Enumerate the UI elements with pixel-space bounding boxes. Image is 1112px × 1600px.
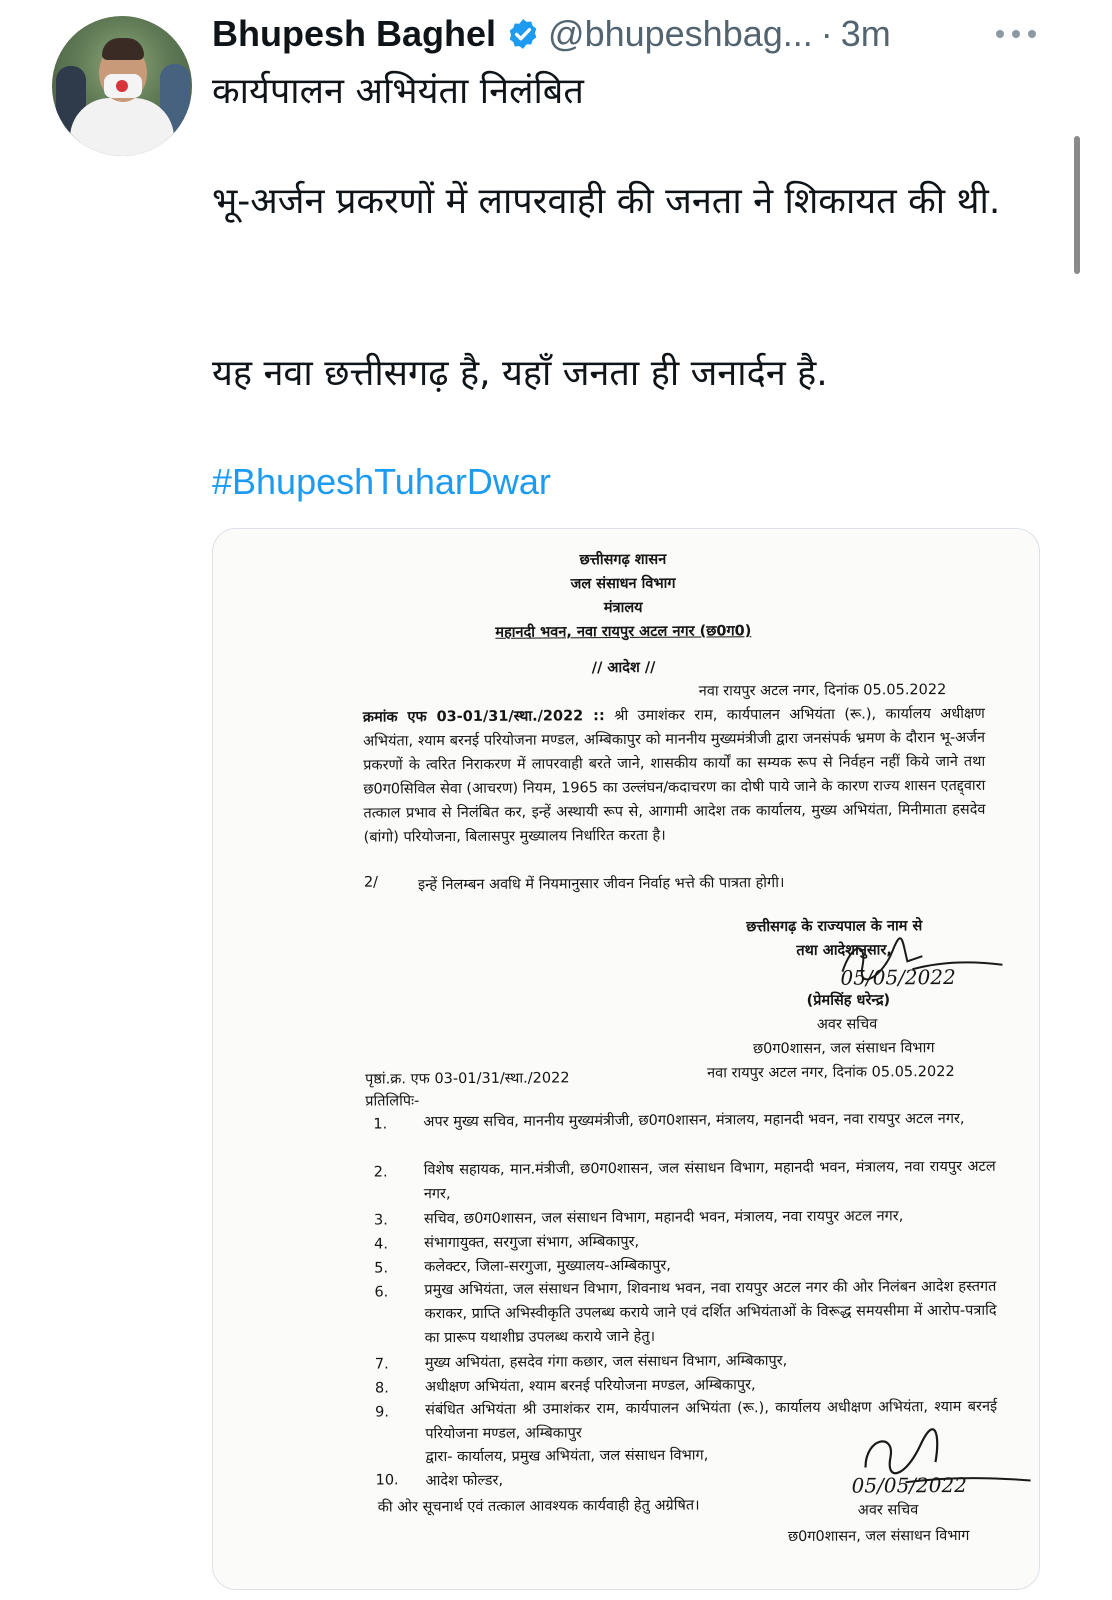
doc-copy-num: 5.	[374, 1260, 389, 1277]
tweet-timestamp[interactable]: 3m	[840, 13, 891, 54]
doc-copy-text: अधीक्षण अभियंता, श्याम बरनई परियोजना मण्डल, अम्बिकापुर,	[424, 1377, 756, 1396]
author-handle[interactable]: @bhupeshbag...	[548, 13, 813, 54]
doc-copy-text: संबंधित अभियंता श्री उमाशंकर राम, कार्यपालन अभियंता (रू.), कार्यालय अधीक्षण अभियंता, श्याम बरनई परियोजना मण्डल, अम्बिकापुर	[425, 1398, 998, 1443]
hashtag-link[interactable]: #BhupeshTuharDwar	[212, 461, 551, 502]
avatar-hair	[102, 38, 144, 60]
doc-closing-line: की ओर सूचनार्थ एवं तत्काल आवश्यक कार्यवाही हेतु अग्रेषित।	[377, 1497, 700, 1516]
doc-sign2-designation: अवर सचिव	[857, 1502, 919, 1519]
doc-para2-text: इन्हें निलम्बन अवधि में नियमानुसार जीवन निर्वाह भत्ते की पात्रता होगी।	[417, 875, 785, 894]
doc-para2-number: 2/	[363, 874, 379, 891]
doc-department: छ0ग0शासन, जल संसाधन विभाग	[752, 1040, 935, 1058]
author-name[interactable]: Bhupesh Baghel	[212, 13, 497, 54]
doc-header-govt: छत्तीसगढ़ शासन	[579, 551, 667, 569]
doc-copy-text: प्रमुख अभियंता, जल संसाधन विभाग, शिवनाथ भवन, नवा रायपुर अटल नगर की ओर निलंबन आदेश हस्तगत कराकर, प्राप्ति अभिस्वीकृति उपलब्ध कराये जाने एवं दर्शित अभियंताओं के विरूद्ध समयसीमा में आरोप-पत्रादि का प्रारूप यथाशीघ्र उपलब्ध कराये जाने हेतु।	[424, 1278, 997, 1347]
doc-header-dept: जल संसाधन विभाग	[570, 575, 676, 593]
doc-copy-text: द्वारा- कार्यालय, प्रमुख अभियंता, जल संसाधन विभाग,	[425, 1447, 709, 1466]
tweet-para3: यह नवा छत्तीसगढ़ है, यहाँ जनता ही जनार्दन है.	[212, 353, 828, 394]
doc-copy-num: 8.	[374, 1380, 389, 1397]
attached-document-image[interactable]	[212, 528, 1040, 1590]
doc-copy-text: मुख्य अभियंता, हसदेव गंगा कछार, जल संसाधन विभाग, अम्बिकापुर,	[424, 1353, 788, 1372]
doc-copy-label: प्रतिलिपिः-	[365, 1093, 420, 1110]
more-options-icon[interactable]	[996, 20, 1036, 48]
doc-body-text: श्री उमाशंकर राम, कार्यपालन अभियंता (रू.), कार्यालय अधीक्षण अभियंता, श्याम बरनई परियोजना मण्डल, अम्बिकापुर को माननीय मुख्यमंत्रीजी द्वारा जनसंपर्क भ्रमण के दौरान भू-अर्जन प्रकरणों के त्वरित निराकरण में लापरवाही बरते जाने, शासकीय कार्यों का सम्यक रूप से निर्वहन नहीं किये जाने तथा छ0ग0सिविल सेवा (आचरण) नियम, 1965 का उल्लंघन/कदाचरण का दोषी पाये जाने के कारण राज्य शासन एतद्द्वारा तत्काल प्रभाव से निलंबित कर, इन्हें अस्थायी रूप से, आगामी आदेश तक कार्यालय, मुख्य अभियंता, मिनीमाता हसदेव (बांगो) परियोजना, बिलासपुर मुख्यालय निर्धारित करता है।	[363, 705, 986, 846]
doc-place-date: नवा रायपुर अटल नगर, दिनांक 05.05.2022	[698, 682, 947, 700]
doc-copy-text: आदेश फोल्डर,	[425, 1472, 504, 1490]
doc-header-ministry: मंत्रालय	[603, 599, 643, 617]
separator-dot: ·	[820, 13, 833, 54]
doc-copy-text: अपर मुख्य सचिव, माननीय मुख्यमंत्रीजी, छ0ग0शासन, मंत्रालय, महानदी भवन, नवा रायपुर अटल नगर,	[423, 1110, 965, 1131]
doc-designation: अवर सचिव	[816, 1016, 878, 1033]
avatar-body	[70, 98, 174, 156]
doc-copy-num: 1.	[373, 1116, 388, 1133]
doc-order-title: // आदेश //	[591, 659, 656, 677]
author-avatar[interactable]	[52, 16, 192, 156]
doc-copy-num: 2.	[373, 1164, 388, 1181]
doc-body-para1	[363, 702, 986, 850]
doc-header-address: महानदी भवन, नवा रायपुर अटल नगर (छ0ग0)	[495, 623, 752, 641]
doc-sign2-date: 05/05/2022	[851, 1472, 967, 1498]
doc-sign2-department: छ0ग0शासन, जल संसाधन विभाग	[787, 1527, 970, 1546]
doc-copy-num: 3.	[373, 1212, 388, 1229]
verified-badge-icon	[506, 17, 540, 51]
doc-endorse-date: नवा रायपुर अटल नगर, दिनांक 05.05.2022	[707, 1063, 955, 1082]
doc-sign-line2: तथा आदेशानुसार,	[796, 942, 892, 959]
doc-copy-num: 9.	[375, 1404, 390, 1421]
doc-copy-num: 7.	[374, 1356, 389, 1373]
doc-sign-line1: छत्तीसगढ़ के राज्यपाल के नाम से	[746, 918, 923, 936]
doc-copy-num: 6.	[374, 1284, 389, 1301]
doc-sign-date: 05/05/2022	[840, 964, 956, 990]
tweet-para2: भू-अर्जन प्रकरणों में लापरवाही की जनता ने शिकायत की थी.	[212, 181, 1001, 222]
scrollbar[interactable]	[1074, 136, 1080, 274]
doc-copy-text: सचिव, छ0ग0शासन, जल संसाधन विभाग, महानदी भवन, मंत्रालय, नवा रायपुर अटल नगर,	[423, 1208, 904, 1228]
avatar-mask	[104, 74, 142, 98]
doc-signatory-name: (प्रेमसिंह धरेन्द्र)	[806, 992, 891, 1009]
doc-copy-num: 4.	[374, 1236, 389, 1253]
doc-copy-text: संभागायुक्त, सरगुजा संभाग, अम्बिकापुर,	[424, 1233, 640, 1252]
doc-copy-text: विशेष सहायक, मान.मंत्रीजी, छ0ग0शासन, जल संसाधन विभाग, महानदी भवन, मंत्रालय, नवा रायपुर अटल नगर,	[423, 1158, 996, 1203]
doc-endorse-number: पृष्ठां.क्र. एफ 03-01/31/स्था./2022	[365, 1070, 570, 1088]
doc-copy-text: कलेक्टर, जिला-सरगुजा, मुख्यालय-अम्बिकापुर,	[424, 1257, 671, 1276]
doc-copy-num: 10.	[375, 1472, 399, 1489]
doc-ref-number: क्रमांक एफ 03-01/31/स्था./2022 ::	[362, 708, 605, 726]
tweet-line1: कार्यपालन अभियंता निलंबित	[212, 71, 584, 112]
tweet-header	[212, 10, 891, 58]
